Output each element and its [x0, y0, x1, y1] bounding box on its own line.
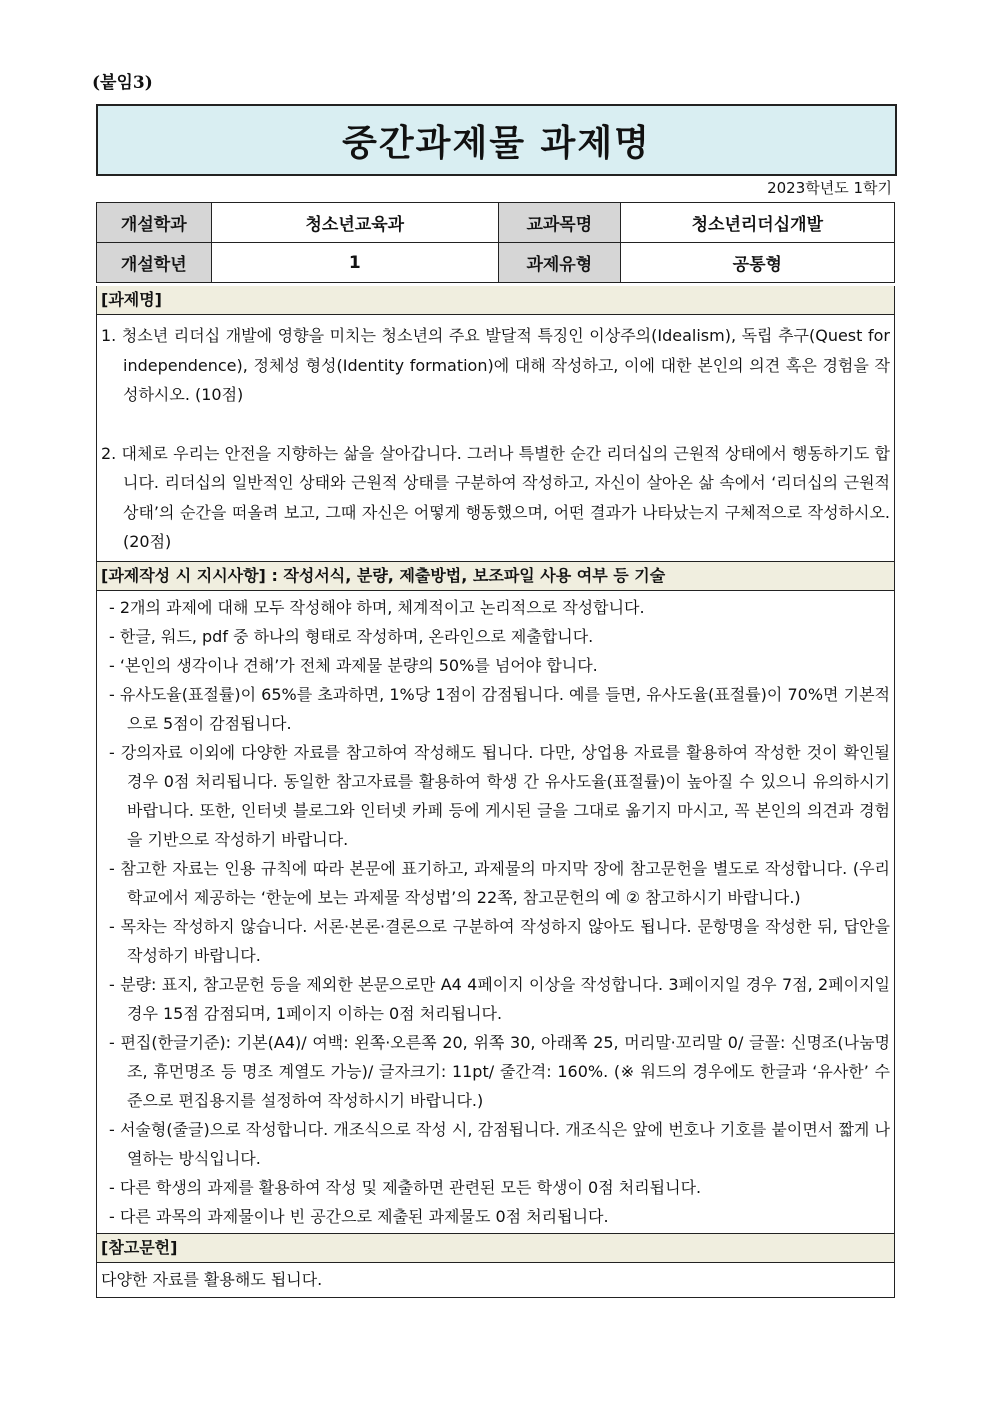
document-title: 중간과제물 과제명 — [342, 122, 651, 164]
assignment-body — [96, 286, 895, 1298]
instruction-item: - 한글, 워드, pdf 중 하나의 형태로 작성하며, 온라인으로 제출합니다. — [109, 626, 594, 646]
references-heading: [참고문헌] — [97, 1233, 894, 1263]
instruction-item: - 목차는 작성하지 않습니다. 서론·본론·결론으로 구분하여 작성하지 않아도 됩니다. 문항명을 작성한 뒤, 답안을 작성하기 바랍니다. — [109, 916, 890, 965]
instruction-item: - 분량: 표지, 참고문헌 등을 제외한 본문으로만 A4 4페이지 이상을 작성합니다. 3페이지일 경우 7점, 2페이지일 경우 15점 감점되며, 1페이지 이하는 0점 처리됩니다. — [109, 974, 890, 1023]
task-item: 1. 청소년 리더십 개발에 영향을 미치는 청소년의 주요 발달적 특징인 이상주의(Idealism), 독립 추구(Quest for independence), 정체성 형성(Identity formation)에 대해 작성하고, 이에 대한 본인의 의견 혹은 경험을 작성하시오. (10점) — [101, 326, 890, 404]
instruction-item: - 편집(한글기준): 기본(A4)/ 여백: 왼쪽·오른쪽 20, 위쪽 30, 아래쪽 25, 머리말·꼬리말 0/ 글꼴: 신명조(나눔명조, 휴먼명조 등 명조 계열도 가능)/ 글자크기: 11pt/ 줄간격: 160%. (※ 워드의 경우에도 한글과 ‘유사한’ 수준으로 편집용지를 설정하여 작성하시기 바랍니다.) — [109, 1032, 890, 1110]
instruction-item: - 다른 학생의 과제를 활용하여 작성 및 제출하면 관련된 모든 학생이 0점 처리됩니다. — [109, 1177, 702, 1197]
title-box — [96, 104, 897, 176]
instruction-item: - ‘본인의 생각이나 견해’가 전체 과제물 분량의 50%를 넘어야 합니다. — [109, 655, 598, 675]
instruction-item: - 참고한 자료는 인용 규칙에 따라 본문에 표기하고, 과제물의 마지막 장에 참고문헌을 별도로 작성합니다. (우리 학교에서 제공하는 ‘한눈에 보는 과제물 작성법’의 22쪽, 참고문헌의 예 ② 참고하시기 바랍니다.) — [109, 858, 890, 907]
task-item: 2. 대체로 우리는 안전을 지향하는 삶을 살아갑니다. 그러나 특별한 순간 리더십의 근원적 상태에서 행동하기도 합니다. 리더십의 일반적인 상태와 근원적 상태를 구분하여 작성하고, 자신이 살아온 삶 속에서 ‘리더십의 근원적 상태’의 순간을 떠올려 보고, 그때 자신은 어떻게 행동했으며, 어떤 결과가 나타났는지 구체적으로 작성하시오. (20점) — [101, 443, 890, 551]
tasks-section — [97, 315, 894, 561]
semester-label: 2023학년도 1학기 — [767, 179, 892, 197]
info-row — [97, 203, 895, 243]
year-value: 1 — [211, 243, 498, 283]
course-info-table — [96, 202, 895, 283]
instruction-item: - 유사도율(표절률)이 65%를 초과하면, 1%당 1점이 감점됩니다. 예를 들면, 유사도율(표절률)이 70%면 기본적으로 5점이 감점됩니다. — [109, 684, 890, 733]
course-value: 청소년리더십개발 — [620, 203, 894, 243]
references-text: 다양한 자료를 활용해도 됩니다. — [101, 1269, 323, 1289]
dept-value: 청소년교육과 — [211, 203, 498, 243]
dept-label: 개설학과 — [97, 203, 212, 243]
type-label: 과제유형 — [499, 243, 621, 283]
instruction-item: - 서술형(줄글)으로 작성합니다. 개조식으로 작성 시, 감점됩니다. 개조식은 앞에 번호나 기호를 붙이면서 짧게 나열하는 방식입니다. — [109, 1119, 890, 1168]
year-label: 개설학년 — [97, 243, 212, 283]
attachment-label: (붙임3) — [92, 73, 153, 93]
instruction-item: - 2개의 과제에 대해 모두 작성해야 하며, 체계적이고 논리적으로 작성합니다. — [109, 597, 645, 617]
instructions-section — [97, 591, 894, 1233]
tasks-heading: [과제명] — [97, 286, 894, 315]
info-row — [97, 243, 895, 283]
instruction-item: - 다른 과목의 과제물이나 빈 공간으로 제출된 과제물도 0점 처리됩니다. — [109, 1206, 609, 1226]
instruction-item: - 강의자료 이외에 다양한 자료를 참고하여 작성해도 됩니다. 다만, 상업용 자료를 활용하여 작성한 것이 확인될 경우 0점 처리됩니다. 동일한 참고자료를 활용하여 학생 간 유사도율(표절률)이 높아질 수 있으니 유의하시기 바랍니다. 또한, 인터넷 블로그와 인터넷 카페 등에 게시된 글을 그대로 옮기지 마시고, 꼭 본인의 의견과 경험을 기반으로 작성하기 바랍니다. — [109, 742, 890, 849]
type-value: 공통형 — [620, 243, 894, 283]
course-label: 교과목명 — [499, 203, 621, 243]
instructions-heading: [과제작성 시 지시사항] : 작성서식, 분량, 제출방법, 보조파일 사용 여부 등 기술 — [97, 561, 894, 591]
